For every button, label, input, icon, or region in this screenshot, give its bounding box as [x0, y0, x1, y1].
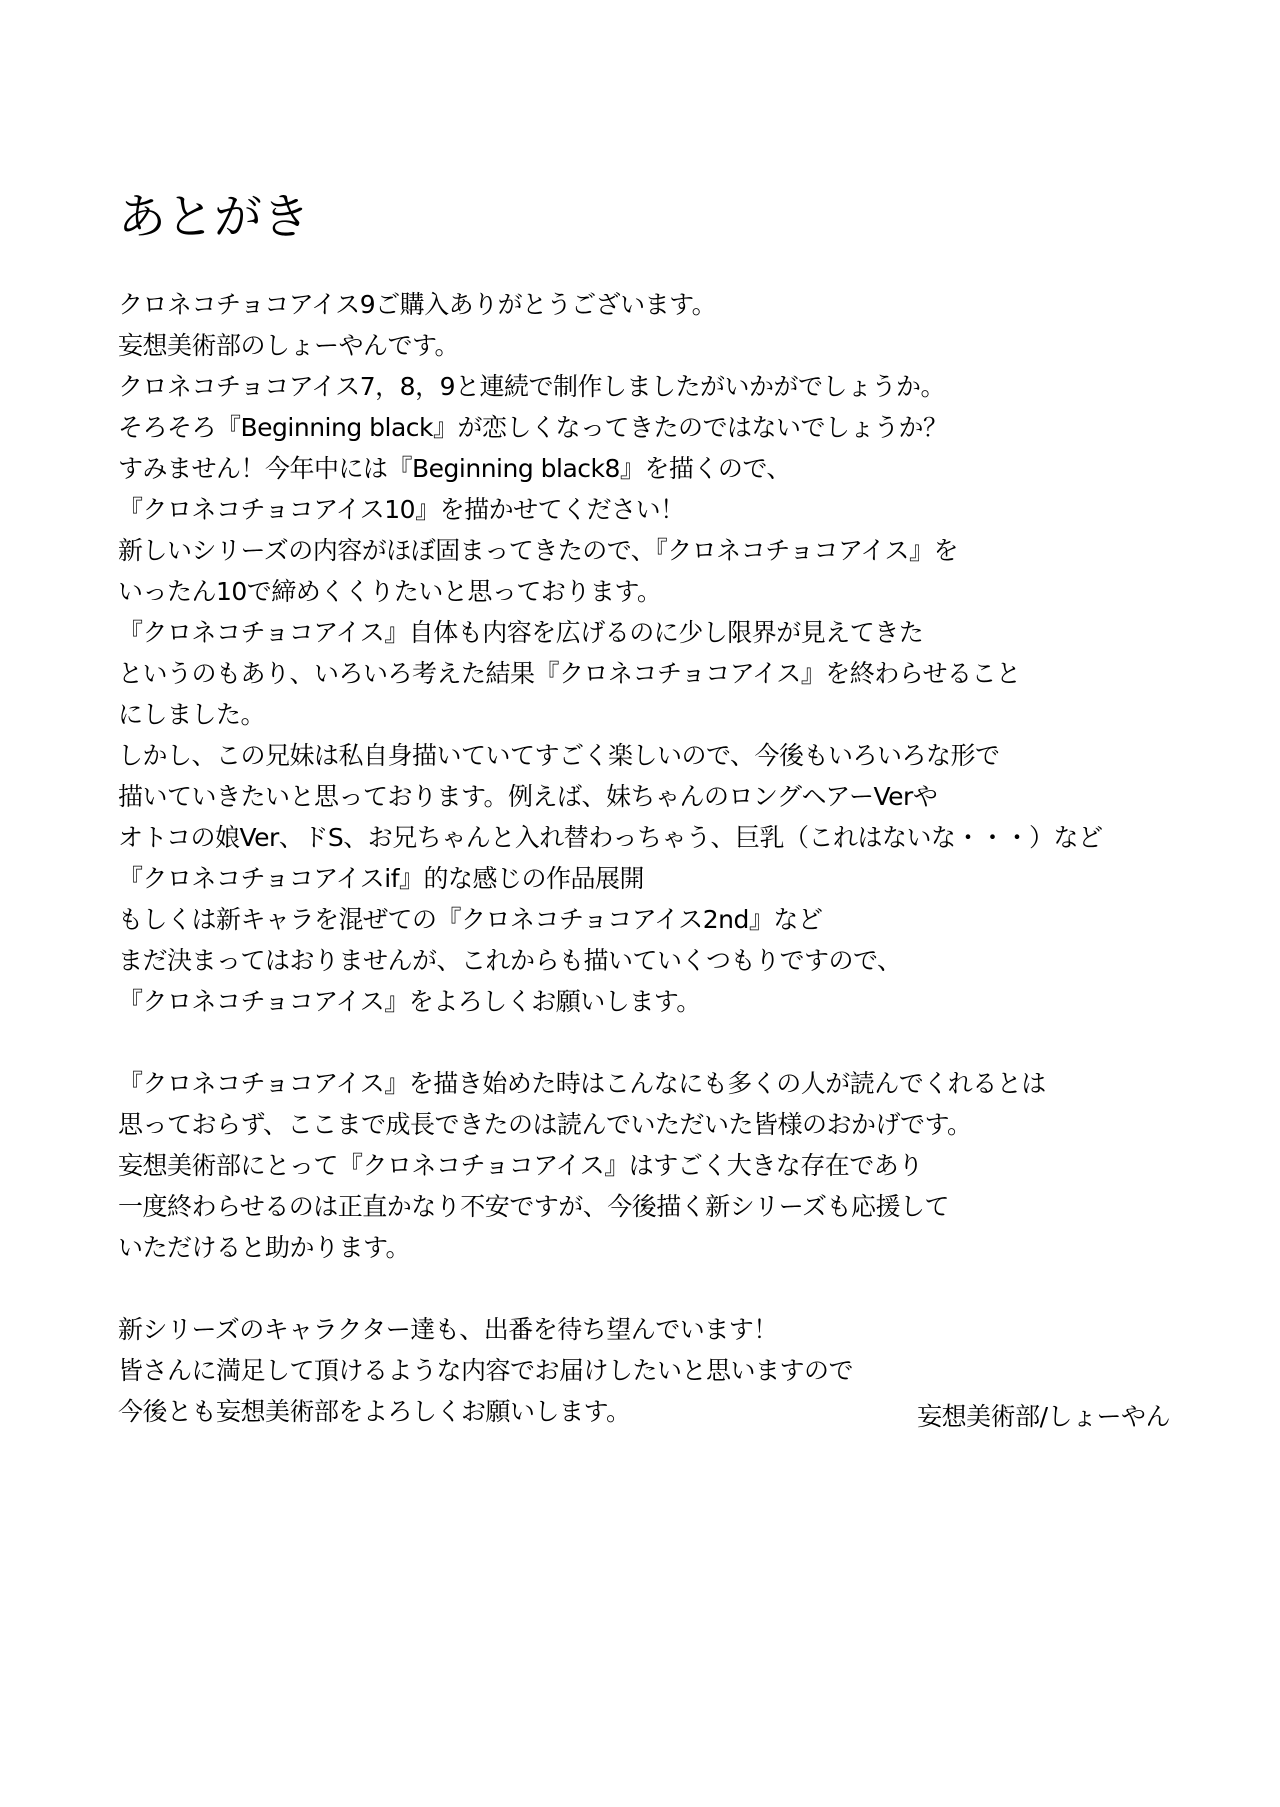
text-line: いただけると助かります。	[118, 1233, 411, 1262]
text-line: もしくは新キャラを混ぜての『クロネコチョコアイス2nd』など	[118, 905, 823, 934]
text-line: 描いていきたいと思っております。例えば、妹ちゃんのロングヘアーVerや	[118, 782, 938, 811]
text-line: 妄想美術部にとって『クロネコチョコアイス』はすごく大きな存在であり	[118, 1151, 923, 1180]
text-line: クロネコチョコアイス7，8，9と連続で制作しましたがいかがでしょうか。	[118, 372, 945, 401]
text-line: 妄想美術部のしょーやんです。	[118, 331, 460, 360]
text-line: しかし、この兄妹は私自身描いていてすごく楽しいので、今後もいろいろな形で	[118, 741, 1000, 770]
afterword-body	[118, 284, 1218, 1432]
page-title: あとがき	[118, 189, 311, 245]
author-signature: 妄想美術部/しょーやん	[917, 1402, 1170, 1431]
text-line: 『クロネコチョコアイスif』的な感じの作品展開	[118, 864, 644, 893]
text-line: 新シリーズのキャラクター達も、出番を待ち望んでいます！	[118, 1315, 778, 1344]
text-line: 今後とも妄想美術部をよろしくお願いします。	[118, 1397, 631, 1426]
text-line: 『クロネコチョコアイス』を描き始めた時はこんなにも多くの人が読んでくれるとは	[118, 1069, 1046, 1098]
text-line: 『クロネコチョコアイス10』を描かせてください！	[118, 495, 685, 524]
text-line: すみません！今年中には『Beginning black8』を描くので、	[118, 454, 791, 483]
paragraph-1	[118, 284, 1218, 1022]
text-line: いったん10で締めくくりたいと思っております。	[118, 577, 662, 606]
text-line: 思っておらず、ここまで成長できたのは読んでいただいた皆様のおかげです。	[118, 1110, 972, 1139]
paragraph-2	[118, 1063, 1218, 1268]
text-line: オトコの娘Ver、ドS、お兄ちゃんと入れ替わっちゃう、巨乳（これはないな・・・）など	[118, 823, 1103, 852]
text-line: まだ決まってはおりませんが、これからも描いていくつもりですので、	[118, 946, 902, 975]
text-line: 一度終わらせるのは正直かなり不安ですが、今後描く新シリーズも応援して	[118, 1192, 950, 1221]
text-line: というのもあり、いろいろ考えた結果『クロネコチョコアイス』を終わらせること	[118, 659, 1021, 688]
text-line: クロネコチョコアイス9ご購入ありがとうございます。	[118, 290, 717, 319]
text-line: 『クロネコチョコアイス』をよろしくお願いします。	[118, 987, 701, 1016]
text-line: 皆さんに満足して頂けるような内容でお届けしたいと思いますので	[118, 1356, 854, 1385]
text-line: そろそろ『Beginning black』が恋しくなってきたのではないでしょうか？	[118, 413, 948, 442]
text-line: 『クロネコチョコアイス』自体も内容を広げるのに少し限界が見えてきた	[118, 618, 924, 647]
text-line: にしました。	[118, 700, 266, 729]
text-line: 新しいシリーズの内容がほぼ固まってきたので、『クロネコチョコアイス』を	[118, 536, 959, 565]
